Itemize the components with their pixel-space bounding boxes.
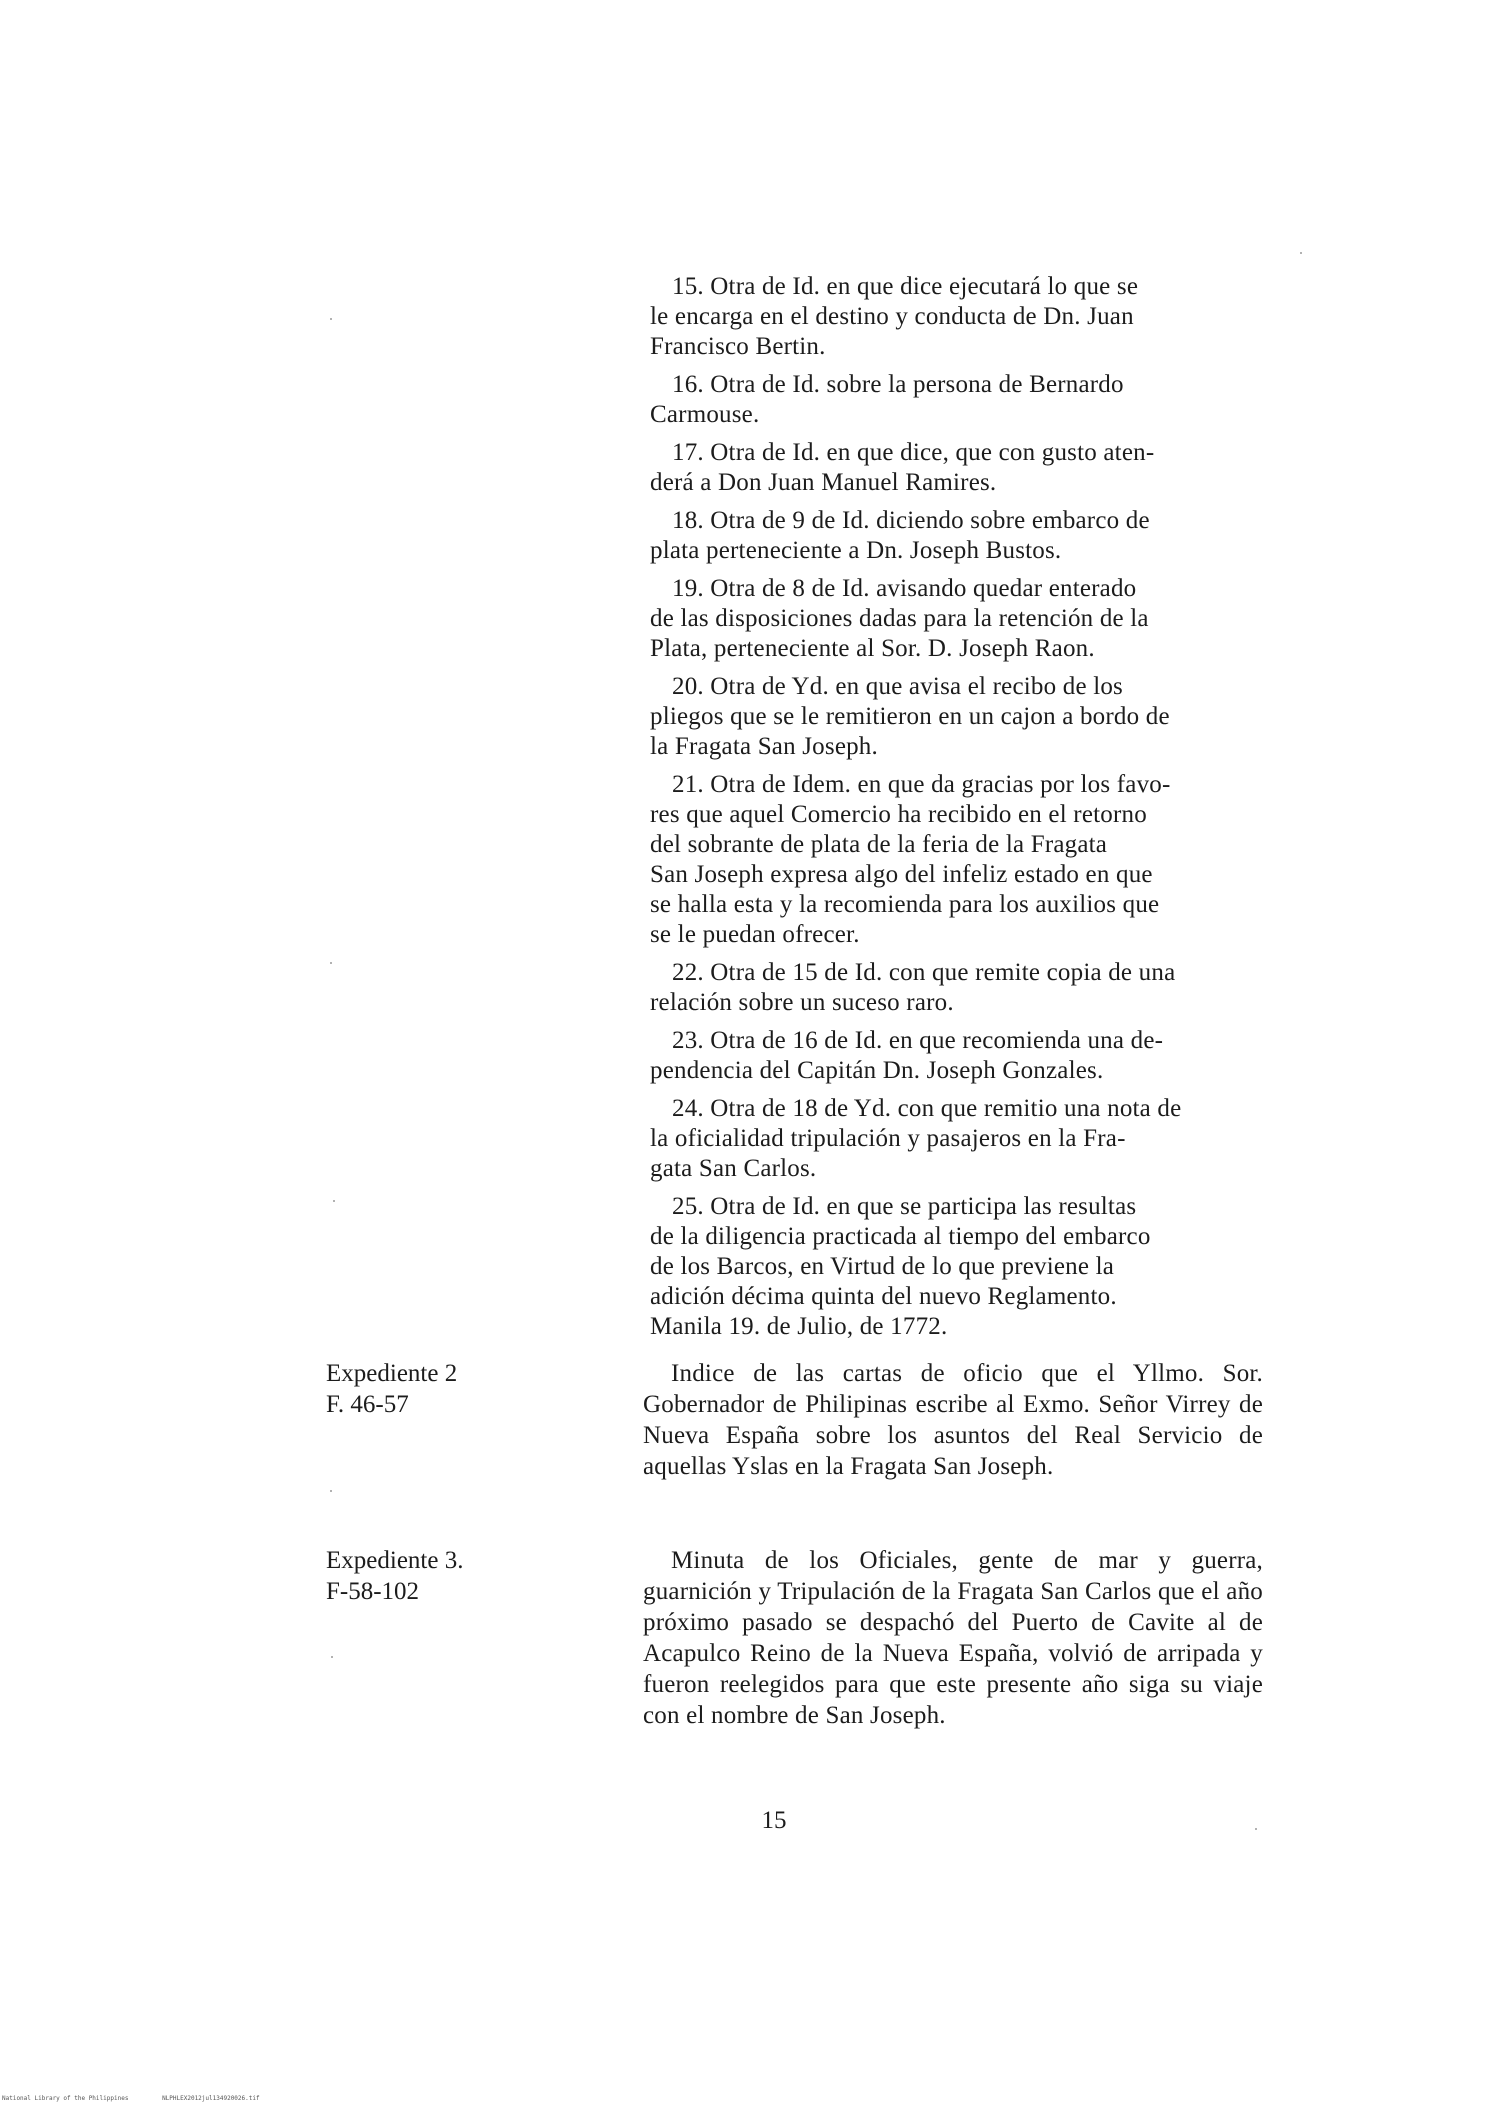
entry-19: 19. Otra de 8 de Id. avisando quedar enterado de las disposiciones dadas para la retención de la Plata, perteneciente al Sor. D. Joseph Raon.: [650, 575, 1149, 662]
scan-speck: [330, 962, 332, 964]
expediente-title: Expediente 2: [326, 1360, 458, 1387]
scan-speck: [331, 1656, 333, 1658]
scan-speck: [330, 318, 332, 320]
entry-25: 25. Otra de Id. en que se participa las resultas de la diligencia practicada al tiempo del embarco de los Barcos, en Virtud de lo que previene la adición décima quinta del nuevo Reglamento. Manila 19. de Julio, de 1772.: [650, 1193, 1151, 1340]
scan-speck: [1300, 252, 1302, 254]
entry-17: 17. Otra de Id. en que dice, que con gusto aten- derá a Don Juan Manuel Ramires.: [650, 439, 1155, 496]
entry-15: 15. Otra de Id. en que dice ejecutará lo que se le encarga en el destino y conducta de Dn. Juan Francisco Bertin.: [650, 273, 1139, 360]
expediente-3-label: [326, 1545, 576, 1607]
scan-speck: [333, 1200, 335, 1202]
scan-speck: [1255, 1828, 1257, 1830]
entry-21: 21. Otra de Idem. en que da gracias por los favo- res que aquel Comercio ha recibido en el retorno del sobrante de plata de la feria de la Fragata San Joseph expresa algo del infeliz estado en que se halla esta y la recomienda para los auxilios que se le puedan ofrecer.: [650, 771, 1171, 948]
expediente-folios: F-58-102: [326, 1578, 420, 1605]
scan-footer: [2, 2095, 290, 2102]
scan-speck: [330, 1490, 332, 1492]
entry-18: 18. Otra de 9 de Id. diciendo sobre embarco de plata perteneciente a Dn. Joseph Bustos.: [650, 507, 1150, 564]
entry-24: 24. Otra de 18 de Yd. con que remitio una nota de la oficialidad tripulación y pasajeros en la Fra- gata San Carlos.: [650, 1095, 1182, 1182]
entry-16: 16. Otra de Id. sobre la persona de Bernardo Carmouse.: [650, 371, 1124, 428]
expediente-folios: F. 46-57: [326, 1391, 409, 1418]
expediente-2-label: [326, 1358, 576, 1420]
expediente-title: Expediente 3.: [326, 1547, 464, 1574]
entry-22: 22. Otra de 15 de Id. con que remite copia de una relación sobre un suceso raro.: [650, 959, 1176, 1016]
page-number: 15: [761, 1807, 787, 1834]
entry-20: 20. Otra de Yd. en que avisa el recibo de los pliegos que se le remitieron en un cajon a bordo de la Fragata San Joseph.: [650, 673, 1170, 760]
entry-23: 23. Otra de 16 de Id. en que recomienda una de- pendencia del Capitán Dn. Joseph Gonzales.: [650, 1027, 1164, 1084]
expediente-description: Indice de las cartas de oficio que el Yllmo. Sor. Gobernador de Philipinas escribe al Exmo. Señor Virrey de Nueva España sobre los asuntos del Real Servicio de aquellas Yslas en la Fragata San Joseph.: [643, 1360, 1263, 1480]
library-credit: National Library of the Philippines: [2, 2095, 129, 2102]
file-name: NLPHLEX2012jul134920026.tif: [162, 2095, 260, 2102]
expediente-description: Minuta de los Oficiales, gente de mar y guerra, guarnición y Tripulación de la Fragata San Carlos que el año próximo pasado se despachó del Puerto de Cavite al de Acapulco Reino de la Nueva España, volvió de arripada y fueron reelegidos para que este presente año siga su viaje con el nombre de San Joseph.: [643, 1547, 1263, 1729]
letter-entries-list: [650, 272, 1280, 1350]
